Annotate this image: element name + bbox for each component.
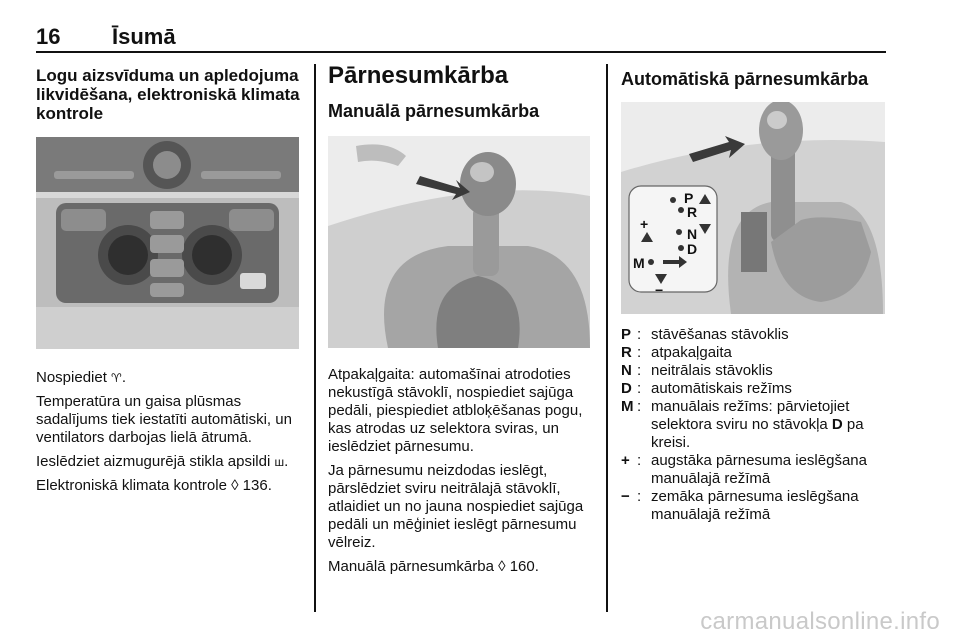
page-ref-icon: ◊ <box>231 477 239 494</box>
cross-reference: Manuālā pārnesumkārba ◊ 160. <box>328 558 539 575</box>
legend-item: D : automātiskais režīms <box>621 380 792 397</box>
legend-item: N : neitrālais stāvoklis <box>621 362 773 379</box>
manual-shifter-photo <box>328 136 590 348</box>
paragraph: Atpakaļgaita: automašīnai atrodoties nekustīgā stāvoklī, nospiediet sajūga pedāli, piespiediet atbloķēšanas pogu, kas atrodas uz selektora sviras, un ieslēdziet pārnesumu. <box>328 366 583 455</box>
page-ref-icon: ◊ <box>498 558 506 575</box>
column-divider <box>314 64 316 612</box>
legend-item: R : atpakaļgaita <box>621 344 732 361</box>
legend-item: M : manuālais režīms: pārvietojiet selektora sviru no stāvokļa D pa kreisi. <box>621 398 864 451</box>
transmission-heading: Pārnesumkārba <box>328 62 509 89</box>
page-header <box>36 18 886 54</box>
legend-item: − : zemāka pārnesuma ieslēgšana manuālajā režīmā <box>621 488 859 523</box>
defrost-icon: ♈ <box>111 371 122 385</box>
paragraph: Ja pārnesumu neizdodas ieslēgt, pārslēdziet sviru neitrālajā stāvoklī, atlaidiet un no jauna nospiediet sajūga pedāli un mēģiniet ieslēgt pārnesumu vēlreiz. <box>328 462 584 551</box>
climate-heading: Logu aizsvīduma un apledojuma likvidēšana, elektroniskā klimata kontrole <box>36 66 300 123</box>
gear-label-m: M <box>633 255 645 271</box>
rear-window-heating-icon: ш <box>274 455 285 469</box>
header-rule <box>36 51 886 53</box>
automatic-gearbox-heading: Automātiskā pārnesumkārba <box>621 69 869 89</box>
column-manual-gearbox <box>328 62 590 582</box>
section-title: Īsumā <box>112 24 176 49</box>
paragraph: Temperatūra un gaisa plūsmas sadalījums tiek iestatīti automātiski, un ventilators darbojas lielā ātrumā. <box>36 393 292 446</box>
climate-control-photo <box>36 137 299 349</box>
column-divider <box>606 64 608 612</box>
gear-label-n: N <box>687 226 698 242</box>
paragraph: Nospiediet ♈. <box>36 369 126 386</box>
watermark: carmanualsonline.info <box>700 608 940 635</box>
gear-label-p: P <box>684 190 694 206</box>
gear-label-minus: − <box>655 282 664 298</box>
legend-item: P : stāvēšanas stāvoklis <box>621 326 789 343</box>
gear-legend <box>621 326 887 524</box>
cross-reference: Elektroniskā klimata kontrole ◊ 136. <box>36 477 272 494</box>
paragraph: Ieslēdziet aizmugurējā stikla apsildi ш. <box>36 453 289 470</box>
legend-item: + : augstāka pārnesuma ieslēgšana manuālajā režīmā <box>621 452 867 487</box>
gear-label-plus: + <box>640 216 649 232</box>
column-automatic-gearbox <box>621 62 887 524</box>
gear-label-r: R <box>687 204 698 220</box>
gear-label-d: D <box>687 241 698 257</box>
column-climate <box>36 62 300 501</box>
page-number: 16 <box>36 24 61 49</box>
manual-gearbox-heading: Manuālā pārnesumkārba <box>328 101 540 121</box>
automatic-shifter-photo <box>621 102 885 314</box>
